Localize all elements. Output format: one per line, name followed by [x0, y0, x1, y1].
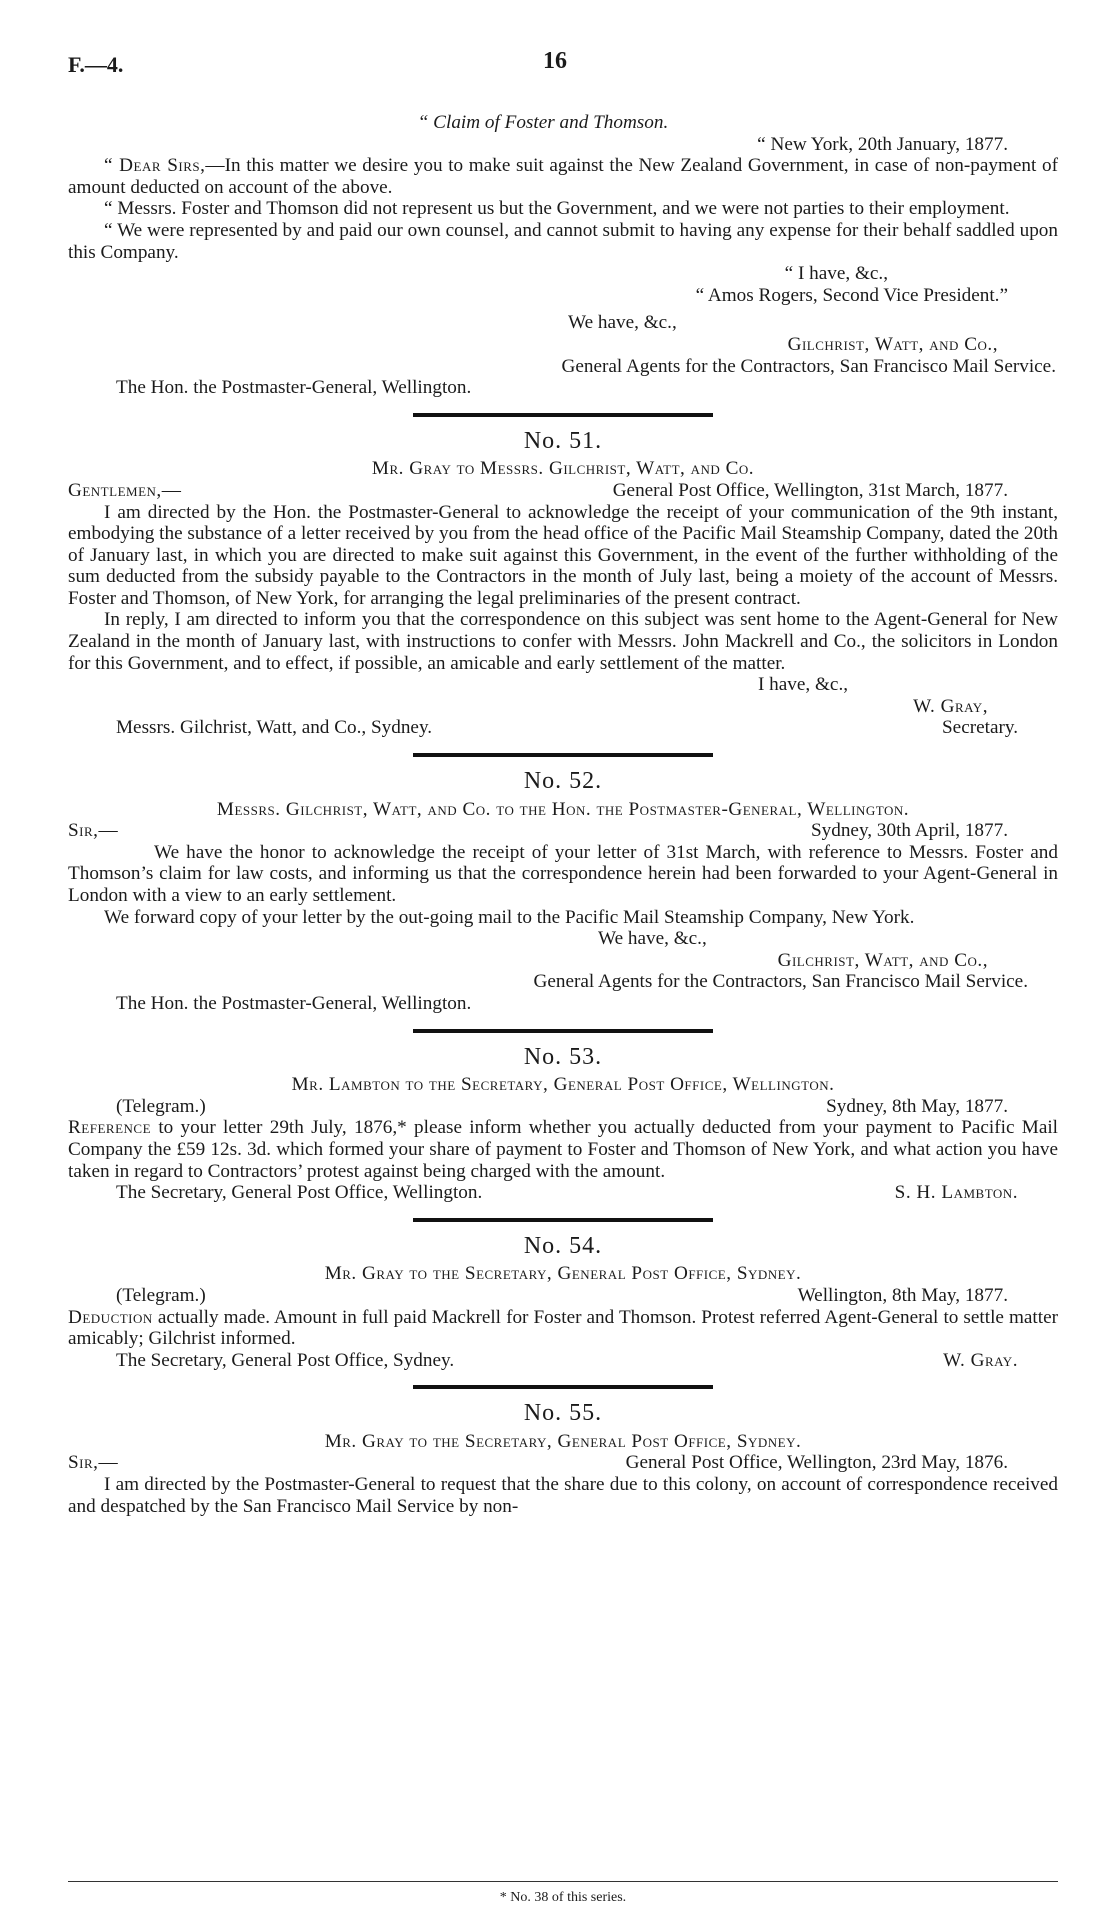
- footnote-area: [68, 1881, 1058, 1906]
- signature: “ Amos Rogers, Second Vice President.”: [695, 284, 1008, 306]
- signer-title: Secretary.: [942, 717, 1018, 739]
- salutation-row: [68, 480, 1058, 502]
- document-body: [68, 112, 1058, 1517]
- letter-paragraph: I am directed by the Hon. the Postmaster-General to acknowledge the receipt of your communication of the 9th instant, embodying the substance of a letter received by you from the head office of the Pacific Mail Steamship Company, dated the 20th of January last, in which you are directed to make suit against this Government, in the event of the further withholding of the sum deducted from the subsidy payable to the Contractors in the month of July last, being a moiety of the account of Messrs. Foster and Thomson, of New York, for arranging the legal preliminaries of the present contract.: [68, 501, 1058, 609]
- letter-subhead: Mr. Gray to the Secretary, General Post Office, Sydney.: [324, 1263, 802, 1285]
- section-divider: [413, 753, 713, 757]
- letter-no-55: [68, 1400, 1058, 1517]
- addressee: The Hon. the Postmaster-General, Wellington.: [116, 377, 472, 399]
- addressee-row: [68, 1350, 1058, 1372]
- page-header: [68, 48, 1058, 82]
- telegram-text: Reference to your letter 29th July, 1876,* please inform whether you actually deducted from your payment to Pacific Mail Company the £59 12s. 3d. which formed your share of payment to Foster and Thomson of New York, and what action you have taken in regard to Contractors’ protest against being charged with the amount.: [68, 1117, 1058, 1182]
- closing: “ I have, &c.,: [784, 263, 888, 285]
- letter-subhead: Mr. Gray to the Secretary, General Post Office, Sydney.: [324, 1430, 802, 1452]
- enclosure-paragraph: “ We were represented by and paid our own counsel, and cannot submit to having any expense for their behalf saddled upon this Company.: [68, 219, 1058, 263]
- letter-paragraph: We have the honor to acknowledge the receipt of your letter of 31st March, with reference to Messrs. Foster and Thomson’s claim for law costs, and informing us that the correspondence herein had been forwarded to your Agent-General in London with a view to an early settlement.: [68, 841, 1058, 906]
- section-divider: [413, 1218, 713, 1222]
- signer-title: General Agents for the Contractors, San Francisco Mail Service.: [561, 355, 1056, 377]
- telegram-row: [68, 1285, 1058, 1307]
- letter-no-52: [68, 768, 1058, 1015]
- letter-paragraph: I am directed by the Postmaster-General to request that the share due to this colony, on account of correspondence received and despatched by the San Francisco Mail Service by non-: [68, 1474, 1058, 1517]
- salutation-row: [68, 1452, 1058, 1474]
- signer-title: General Agents for the Contractors, San Francisco Mail Service.: [533, 971, 1028, 993]
- dateline: Sydney, 8th May, 1877.: [826, 1095, 1008, 1117]
- signature: W. Gray.: [943, 1349, 1018, 1371]
- footnote: * No. 38 of this series.: [499, 1890, 627, 1905]
- signature: W. Gray,: [913, 695, 988, 717]
- telegram-row: [68, 1096, 1058, 1118]
- closing: We have, &c.,: [598, 928, 707, 950]
- letter-number: No. 53.: [523, 1043, 603, 1070]
- section-divider: [413, 1029, 713, 1033]
- salutation: Gentlemen,—: [68, 479, 182, 501]
- letter-no-54: [68, 1232, 1058, 1372]
- letter-number: No. 54.: [523, 1232, 603, 1259]
- lead-word: Deduction: [68, 1306, 153, 1328]
- salutation: “ Dear Sirs,: [104, 155, 206, 177]
- section-divider: [413, 1385, 713, 1389]
- letter-paragraph: We forward copy of your letter by the out-going mail to the Pacific Mail Steamship Company, New York.: [104, 906, 915, 928]
- letter-subhead: Mr. Lambton to the Secretary, General Post Office, Wellington.: [291, 1074, 835, 1096]
- addressee: The Secretary, General Post Office, Sydney.: [116, 1349, 455, 1371]
- dateline: General Post Office, Wellington, 31st March, 1877.: [612, 479, 1008, 501]
- letter-no-51: [68, 427, 1058, 739]
- signature: Gilchrist, Watt, and Co.,: [777, 949, 988, 971]
- telegram-text: Deduction actually made. Amount in full paid Mackrell for Foster and Thomson. Protest referred Agent-General to settle matter amicably; Gilchrist informed.: [68, 1306, 1058, 1350]
- salutation: Sir,—: [68, 1452, 119, 1474]
- addressee: The Hon. the Postmaster-General, Wellington.: [116, 992, 472, 1014]
- signature: Gilchrist, Watt, and Co.,: [787, 333, 998, 355]
- addressee: Messrs. Gilchrist, Watt, and Co., Sydney.: [116, 717, 433, 739]
- dateline: Sydney, 30th April, 1877.: [810, 820, 1008, 842]
- letter-number: No. 55.: [523, 1400, 603, 1427]
- closing: I have, &c.,: [758, 674, 849, 696]
- addressee-row: [68, 1182, 1058, 1204]
- document-reference: F.—4.: [68, 52, 124, 77]
- dateline: Wellington, 8th May, 1877.: [797, 1284, 1008, 1306]
- telegram-label: (Telegram.): [116, 1284, 206, 1306]
- enclosure-paragraph: “ Dear Sirs,—In this matter we desire you to make suit against the New Zealand Government, in case of non-payment of amount deducted on account of the above.: [68, 155, 1058, 198]
- letter-subhead: Messrs. Gilchrist, Watt, and Co. to the Hon. the Postmaster-General, Wellington.: [216, 798, 910, 820]
- signature: S. H. Lambton.: [894, 1182, 1018, 1204]
- enclosure-heading: “ Claim of Foster and Thomson.: [417, 112, 669, 133]
- salutation-row: [68, 820, 1058, 842]
- letter-number: No. 51.: [523, 427, 603, 454]
- closing: We have, &c.,: [568, 312, 677, 334]
- lead-word: Reference: [68, 1117, 152, 1139]
- letter-number: No. 52.: [523, 768, 603, 795]
- section-divider: [413, 413, 713, 417]
- enclosure-letter: [68, 112, 1058, 399]
- salutation: Sir,—: [68, 820, 119, 842]
- letter-paragraph: In reply, I am directed to inform you that the correspondence on this subject was sent home to the Agent-General for New Zealand in the month of January last, with instructions to confer with Messrs. John Mackrell and Co., the solicitors in London for this Government, and to effect, if possible, an amicable and early settlement of the matter.: [68, 609, 1058, 674]
- footnote-rule: [68, 1881, 1058, 1882]
- addressee-row: [68, 717, 1058, 739]
- enclosure-dateline: “ New York, 20th January, 1877.: [757, 133, 1008, 155]
- letter-subhead: Mr. Gray to Messrs. Gilchrist, Watt, and Co.: [371, 458, 755, 480]
- addressee: The Secretary, General Post Office, Wellington.: [116, 1182, 483, 1204]
- telegram-label: (Telegram.): [116, 1095, 206, 1117]
- dateline: General Post Office, Wellington, 23rd May, 1876.: [625, 1452, 1008, 1474]
- page-number: 16: [543, 48, 567, 74]
- letter-no-53: [68, 1043, 1058, 1204]
- enclosure-paragraph: “ Messrs. Foster and Thomson did not represent us but the Government, and we were not parties to their employment.: [104, 198, 1010, 220]
